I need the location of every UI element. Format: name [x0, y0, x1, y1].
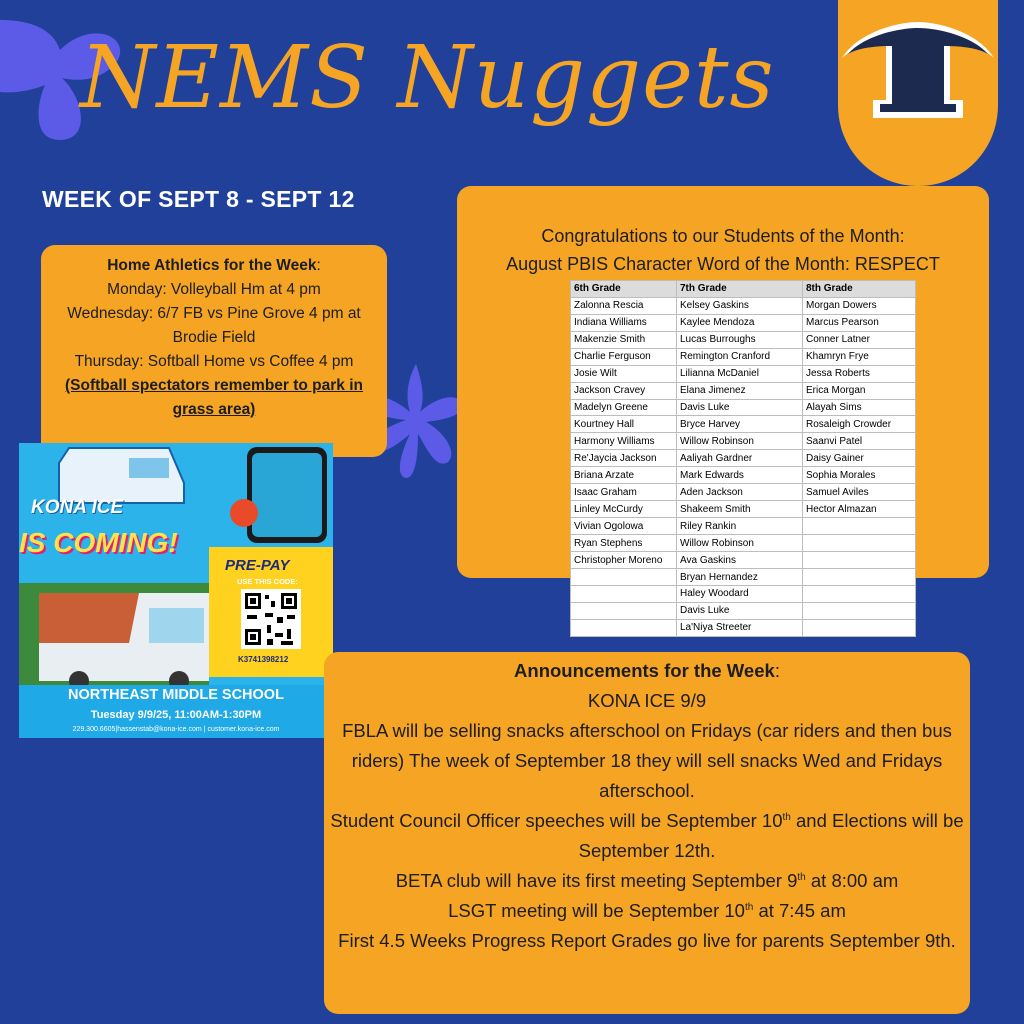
page-title: NEMS Nuggets [80, 28, 775, 128]
table-cell [803, 586, 916, 603]
athletics-box [41, 245, 387, 457]
table-row [571, 314, 916, 331]
athletics-heading: Home Athletics for the Week [107, 257, 317, 274]
table-cell: Briana Arzate [571, 467, 677, 484]
flyer-school-name: NORTHEAST MIDDLE SCHOOL [68, 687, 284, 703]
column-header: 7th Grade [677, 281, 803, 298]
table-header-row [571, 281, 916, 298]
kona-brand: KONA ICE [31, 497, 124, 518]
table-cell [803, 602, 916, 619]
table-cell [803, 619, 916, 636]
prepay-code: K3741398212 [238, 655, 289, 664]
table-row [571, 467, 916, 484]
table-cell [571, 586, 677, 603]
announcement-fbla: FBLA will be selling snacks afterschool on Fridays (car riders and then bus riders) The week of September 18 they will sell snacks Wed and Fridays afterschool. [342, 720, 952, 801]
table-cell [803, 552, 916, 569]
table-cell: Aden Jackson [677, 484, 803, 501]
table-cell: Zalonna Rescia [571, 297, 677, 314]
kona-headline: IS COMING! [19, 527, 178, 558]
announcements-box [324, 652, 970, 1014]
table-cell: Jackson Cravey [571, 382, 677, 399]
table-cell: Haley Woodard [677, 586, 803, 603]
beta-text-b: at 8:00 am [805, 870, 899, 891]
table-cell: Josie Wilt [571, 365, 677, 382]
athletics-parking-note: (Softball spectators remember to park in grass area) [64, 377, 364, 418]
table-cell: Khamryn Frye [803, 348, 916, 365]
table-cell [803, 518, 916, 535]
table-row [571, 382, 916, 399]
table-cell: Conner Latner [803, 331, 916, 348]
table-cell: Davis Luke [677, 399, 803, 416]
table-row [571, 433, 916, 450]
table-cell: Mark Edwards [677, 467, 803, 484]
table-cell: Hector Almazan [803, 501, 916, 518]
table-cell: Kelsey Gaskins [677, 297, 803, 314]
column-header: 6th Grade [571, 281, 677, 298]
table-cell: Re'Jaycia Jackson [571, 450, 677, 467]
council-sup: th [782, 811, 791, 823]
table-cell: Alayah Sims [803, 399, 916, 416]
students-congrats-line: Congratulations to our Students of the Month: [541, 226, 905, 246]
table-cell [803, 535, 916, 552]
table-row [571, 501, 916, 518]
athletics-thursday: Thursday: Softball Home vs Coffee 4 pm [74, 353, 354, 370]
table-row [571, 450, 916, 467]
table-cell: Linley McCurdy [571, 501, 677, 518]
flyer-date: Tuesday 9/9/25, 11:00AM-1:30PM [90, 709, 262, 721]
column-header: 8th Grade [803, 281, 916, 298]
table-row [571, 399, 916, 416]
table-cell: Jessa Roberts [803, 365, 916, 382]
table-row [571, 331, 916, 348]
table-cell: Morgan Dowers [803, 297, 916, 314]
announcements-heading-line [324, 656, 970, 686]
table-row [571, 619, 916, 636]
table-cell: Lilianna McDaniel [677, 365, 803, 382]
table-cell: Rosaleigh Crowder [803, 416, 916, 433]
table-cell: Remington Cranford [677, 348, 803, 365]
lsgt-sup: th [744, 901, 754, 913]
announcements-heading-colon: : [774, 660, 780, 681]
table-cell: Kaylee Mendoza [677, 314, 803, 331]
table-cell: Shakeem Smith [677, 501, 803, 518]
athletics-heading-colon: : [316, 257, 321, 274]
table-cell: Charlie Ferguson [571, 348, 677, 365]
beta-text-a: BETA club will have its first meeting September 9 [395, 870, 798, 891]
students-pbis-line: August PBIS Character Word of the Month: RESPECT [506, 254, 940, 274]
athletics-wednesday: Wednesday: 6/7 FB vs Pine Grove 4 pm at Brodie Field [67, 305, 361, 346]
council-text-a: Student Council Officer speeches will be September 10 [330, 810, 783, 831]
athletics-heading-line [49, 254, 379, 278]
table-row [571, 552, 916, 569]
table-cell: Indiana Williams [571, 314, 677, 331]
table-cell [571, 619, 677, 636]
table-row [571, 535, 916, 552]
table-row [571, 348, 916, 365]
flyer-contact: 229.300.6605|hassenstab@kona-ice.com | customer.kona-ice.com [72, 726, 280, 733]
table-row [571, 297, 916, 314]
announcement-progress: First 4.5 Weeks Progress Report Grades go live for parents September 9th. [338, 930, 956, 951]
table-cell: Erica Morgan [803, 382, 916, 399]
table-cell: Ryan Stephens [571, 535, 677, 552]
announcement-kona: KONA ICE 9/9 [587, 690, 707, 711]
table-cell: Aaliyah Gardner [677, 450, 803, 467]
beta-sup: th [797, 871, 806, 883]
athletics-monday: Monday: Volleyball Hm at 4 pm [107, 281, 321, 298]
announcement-lsgt [324, 896, 970, 926]
table-row [571, 569, 916, 586]
table-cell: Bryan Hernandez [677, 569, 803, 586]
table-cell [571, 569, 677, 586]
students-table [570, 280, 916, 637]
table-cell: Ava Gaskins [677, 552, 803, 569]
table-cell: Bryce Harvey [677, 416, 803, 433]
prepay-title: PRE-PAY [225, 557, 290, 574]
table-row [571, 586, 916, 603]
table-cell: Makenzie Smith [571, 331, 677, 348]
prepay-use-code: USE THIS CODE: [237, 577, 298, 586]
table-cell: Harmony Williams [571, 433, 677, 450]
table-cell: Sophia Morales [803, 467, 916, 484]
table-cell: Willow Robinson [677, 535, 803, 552]
announcement-beta [324, 866, 970, 896]
week-heading: WEEK OF SEPT 8 - SEPT 12 [42, 186, 355, 212]
table-cell: Christopher Moreno [571, 552, 677, 569]
table-cell: Riley Rankin [677, 518, 803, 535]
table-cell: Vivian Ogolowa [571, 518, 677, 535]
announcements-heading: Announcements for the Week [514, 660, 775, 681]
table-cell: Isaac Graham [571, 484, 677, 501]
table-cell [571, 602, 677, 619]
announcement-council [324, 806, 970, 866]
table-row [571, 484, 916, 501]
table-cell: Samuel Aviles [803, 484, 916, 501]
lsgt-text-b: at 7:45 am [753, 900, 846, 921]
table-cell: Daisy Gainer [803, 450, 916, 467]
lsgt-text-a: LSGT meeting will be September 10 [448, 900, 745, 921]
table-row [571, 602, 916, 619]
table-cell: Willow Robinson [677, 433, 803, 450]
school-logo [838, 0, 998, 186]
table-cell: Marcus Pearson [803, 314, 916, 331]
table-cell: Saanvi Patel [803, 433, 916, 450]
table-cell: Davis Luke [677, 602, 803, 619]
table-cell: Kourtney Hall [571, 416, 677, 433]
table-cell: Elana Jimenez [677, 382, 803, 399]
table-row [571, 365, 916, 382]
table-cell: Madelyn Greene [571, 399, 677, 416]
table-row [571, 518, 916, 535]
kona-ice-flyer [19, 443, 333, 738]
table-cell: La'Niya Streeter [677, 619, 803, 636]
table-row [571, 416, 916, 433]
council-text-b: and Elections will be September 12th. [578, 810, 964, 861]
table-cell [803, 569, 916, 586]
qr-code-icon [241, 589, 301, 649]
table-cell: Lucas Burroughs [677, 331, 803, 348]
